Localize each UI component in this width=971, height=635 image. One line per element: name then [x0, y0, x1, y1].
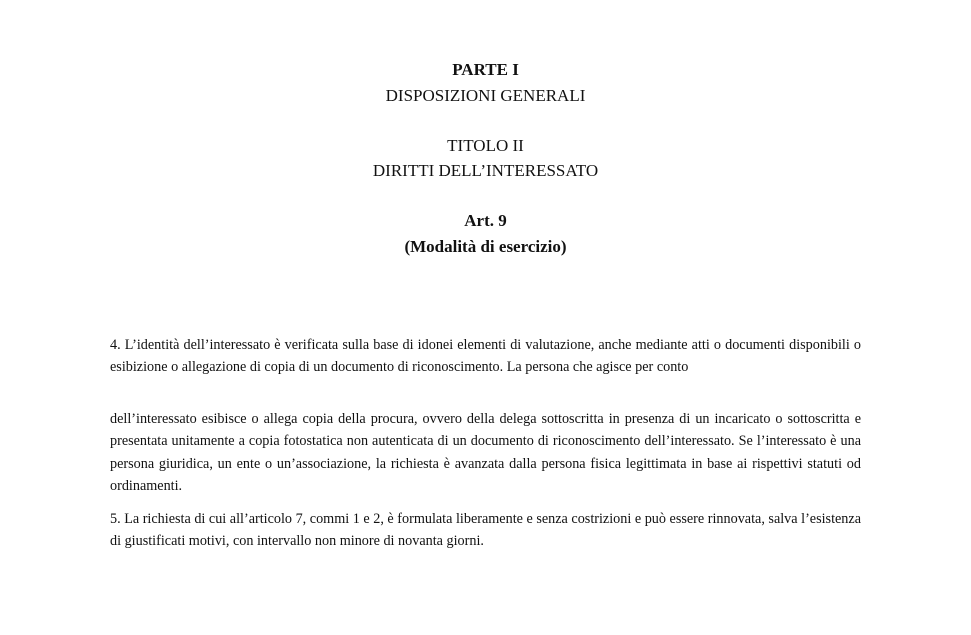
paragraph-4: 4. L’identità dell’interessato è verificata sulla base di idonei elementi di valutazione, anche mediante atti o documenti disponibili o esibizione o allegazione di copia di un documento di riconoscimento. La persona che agisce per conto	[110, 337, 861, 376]
part-title: PARTE I	[452, 60, 519, 79]
part-subtitle: DISPOSIZIONI GENERALI	[385, 86, 586, 105]
paragraph-5: 5. La richiesta di cui all’articolo 7, commi 1 e 2, è formulata liberamente e senza costrizioni e può essere rinnovata, salva l’esistenza di giustificati motivi, con intervallo non minore di novanta giorni.	[110, 511, 861, 550]
title-number: TITOLO II	[447, 136, 524, 155]
paragraph-4-continued: dell’interessato esibisce o allega copia della procura, ovvero della delega sottoscritta in presenza di un incaricato o sottoscritta e presentata unitamente a copia fotostatica non autenticata di un documento di riconoscimento dell’interessato. Se l’interessato è una persona giuridica, un ente o un’associazione, la richiesta è avanzata dalla persona fisica legittimata in base ai rispettivi statuti od ordinamenti.	[110, 411, 861, 494]
article-caption: (Modalità di esercizio)	[404, 237, 567, 256]
title-name: DIRITTI DELL’INTERESSATO	[372, 161, 599, 180]
article-number: Art. 9	[464, 211, 507, 230]
